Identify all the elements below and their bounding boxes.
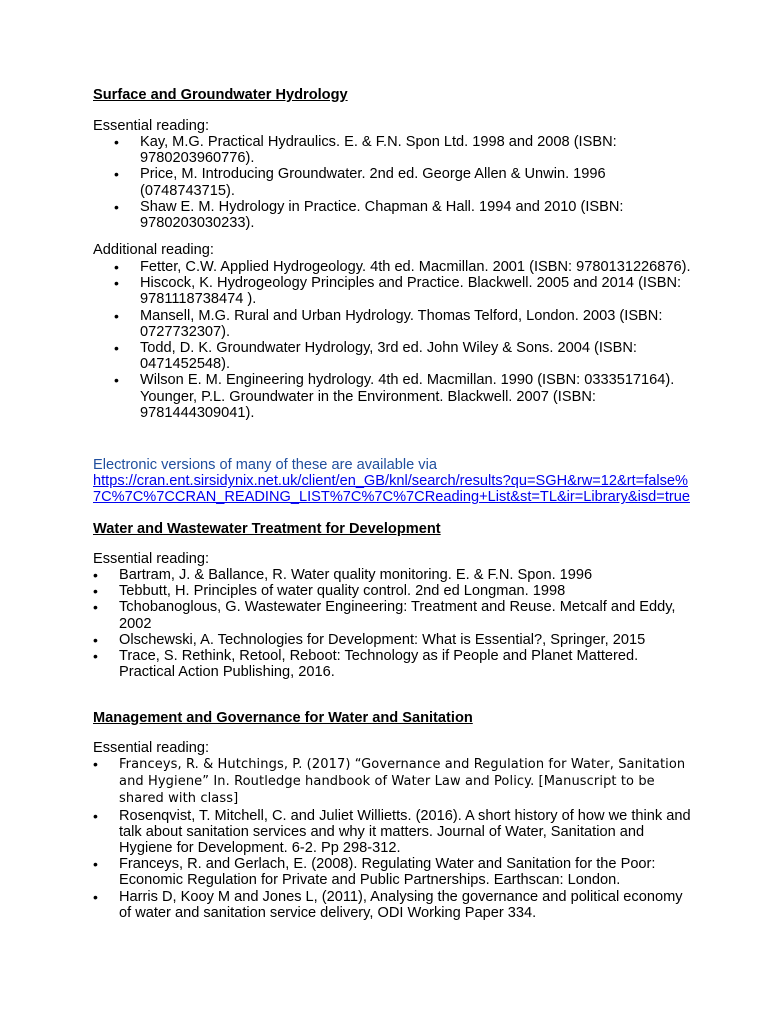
list-item: • Rosenqvist, T. Mitchell, C. and Juliet Willietts. (2016). A short history of how we think and talk about sanitation services and why it matters. Journal of Water, Sanitation and Hygiene for Development. 6-2. Pp 298-312. — [93, 807, 691, 857]
section-title-wastewater: Water and Wastewater Treatment for Development — [93, 521, 441, 537]
list-item: • Wilson E. M. Engineering hydrology. 4th ed. Macmillan. 1990 (ISBN: 0333517164). Younger, P.L. Groundwater in the Environment. Blackwell. 2007 (ISBN: 9781444309041). — [114, 372, 675, 421]
list-item: • Harris D, Kooy M and Jones L, (2011), Analysing the governance and political economy of water and sanitation service delivery, ODI Working Paper 334. — [93, 888, 683, 921]
list-item: • Franceys, R. and Gerlach, E. (2008). Regulating Water and Sanitation for the Poor: Economic Regulation for Private and Public Partnerships. Earthscan: London. — [93, 856, 656, 889]
list-item: • Olschewski, A. Technologies for Development: What is Essential?, Springer, 2015 — [93, 631, 646, 648]
list-item: • Trace, S. Rethink, Retool, Reboot: Technology as if People and Planet Mattered. Practical Action Publishing, 2016. — [93, 648, 639, 681]
list-item: • Bartram, J. & Ballance, R. Water quality monitoring. E. & F.N. Spon. 1996 — [93, 567, 593, 583]
list-item: • Price, M. Introducing Groundwater. 2nd ed. George Allen & Unwin. 1996 (0748743715). — [114, 166, 606, 199]
additional-reading-list — [93, 259, 693, 421]
list-item: • Fetter, C.W. Applied Hydrogeology. 4th ed. Macmillan. 2001 (ISBN: 9780131226876). — [114, 259, 691, 275]
list-item: • Kay, M.G. Practical Hydraulics. E. & F.N. Spon Ltd. 1998 and 2008 (ISBN: 9780203960776). — [114, 134, 617, 167]
list-item: • Tebbutt, H. Principles of water quality control. 2nd ed Longman. 1998 — [93, 583, 566, 600]
reading-list-link[interactable]: https://cran.ent.sirsidynix.net.uk/client/en_GB/knl/search/results?qu=SGH&rw=12&rt=false% 7C%7C%7CCRAN_READING_LIST%7C%7C%7CReading+List&st=TL&ir=Library&isd=true — [93, 473, 690, 506]
section-title-hydrology: Surface and Groundwater Hydrology — [93, 87, 348, 103]
additional-reading-label: Additional reading: — [93, 242, 214, 258]
list-item: • Todd, D. K. Groundwater Hydrology, 3rd ed. John Wiley & Sons. 2004 (ISBN: 0471452548). — [114, 340, 637, 373]
essential-reading-list — [93, 756, 693, 921]
list-item: • Tchobanoglous, G. Wastewater Engineering: Treatment and Reuse. Metcalf and Eddy, 2002 — [93, 599, 676, 632]
essential-reading-label: Essential reading: — [93, 118, 210, 134]
electronic-versions-note: Electronic versions of many of these are available via https://cran.ent.sirsidynix.net.uk/client/en_GB/knl/search/results?qu=SGH&rw=12&rt=false% 7C%7C%7CCRAN_READING_LIST%7C%7C%7CReading+List&st=TL&ir=Library&isd=true — [93, 457, 690, 506]
list-item: • Franceys, R. & Hutchings, P. (2017) “Governance and Regulation for Water, Sanitation and Hygiene” In. Routledge handbook of Water Law and Policy. [Manuscript to be shared with class] — [93, 756, 686, 807]
essential-reading-list — [93, 567, 693, 680]
essential-reading-label: Essential reading: — [93, 551, 210, 567]
section-title-governance: Management and Governance for Water and Sanitation — [93, 710, 473, 726]
list-item: • Shaw E. M. Hydrology in Practice. Chapman & Hall. 1994 and 2010 (ISBN: 9780203030233). — [114, 198, 624, 232]
essential-reading-label: Essential reading: — [93, 740, 210, 756]
essential-reading-list — [93, 134, 693, 231]
list-item: • Mansell, M.G. Rural and Urban Hydrology. Thomas Telford, London. 2003 (ISBN: 0727732307). — [114, 307, 663, 340]
list-item: • Hiscock, K. Hydrogeology Principles and Practice. Blackwell. 2005 and 2014 (ISBN: 9781118738474 ). — [114, 275, 682, 308]
